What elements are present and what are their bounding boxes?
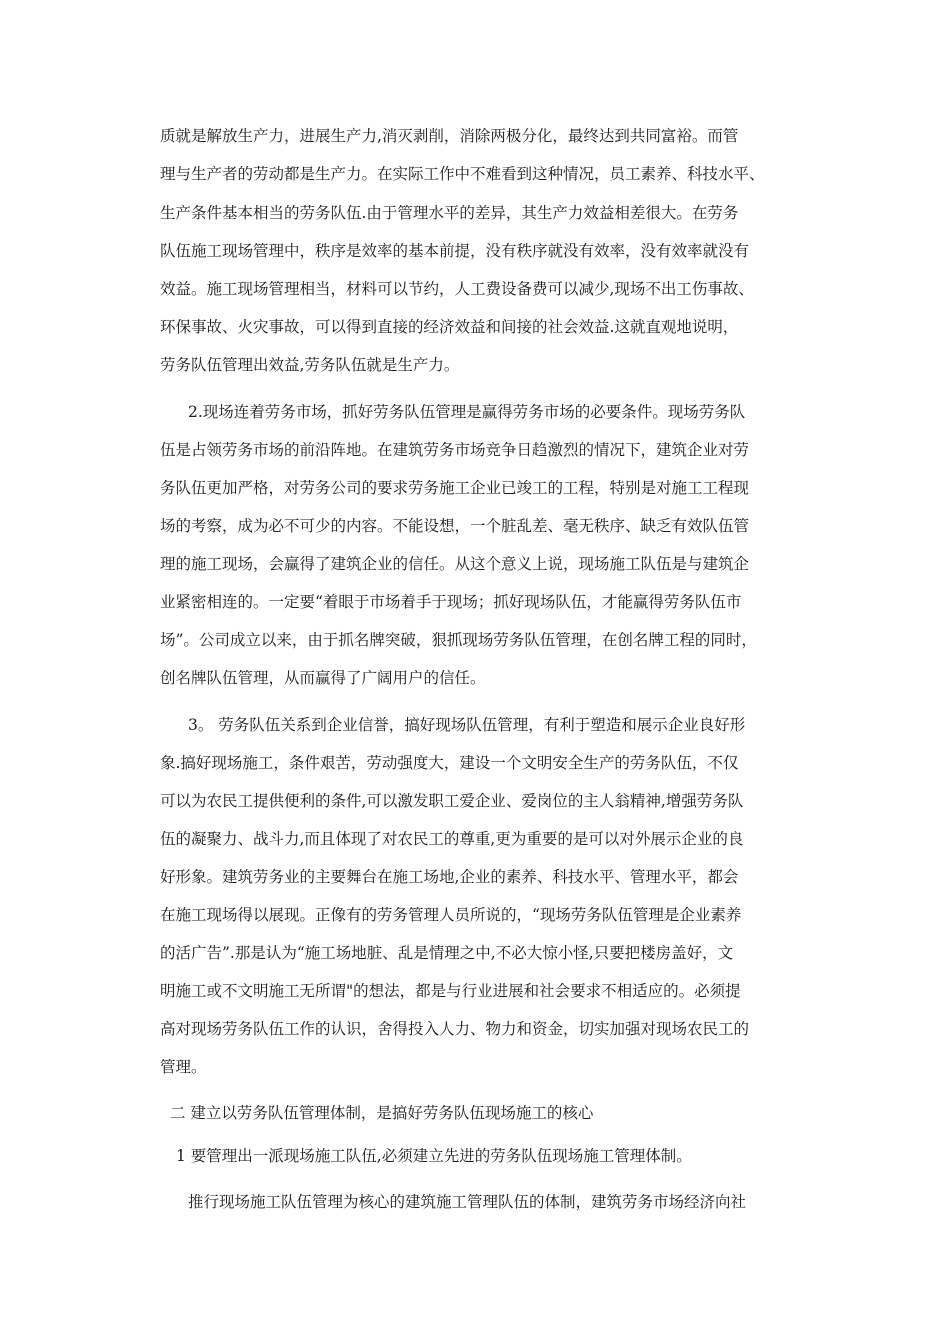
paragraph-1-line-6: 环保事故、火灾事故，可以得到直接的经济效益和间接的社会效益.这就直观地说明， [160, 318, 739, 336]
paragraph-3-line-2: 象.搞好现场施工，条件艰苦，劳动强度大，建设一个文明安全生产的劳务队伍，不仅 [160, 754, 739, 772]
paragraph-2-line-1: 2.现场连着劳务市场，抓好劳务队伍管理是赢得劳务市场的必要条件。现场劳务队 [188, 403, 746, 421]
subsection-heading: 1 要管理出一派现场施工队伍,必须建立先进的劳务队伍现场施工管理体制。 [176, 1147, 692, 1165]
paragraph-1-line-3: 生产条件基本相当的劳务队伍.由于管理水平的差异，其生产力效益相差很大。在劳务 [160, 204, 739, 222]
paragraph-1-line-5: 效益。施工现场管理相当，材料可以节约，人工费设备费可以减少,现场不出工伤事故、 [160, 280, 754, 298]
paragraph-3-line-7: 的活广告”.那是认为“施工场地脏、乱是情理之中,不必大惊小怪,只要把楼房盖好，文 [160, 944, 734, 962]
paragraph-2-line-6: 业紧密相连的。一定要“着眼于市场着手于现场；抓好现场队伍，才能赢得劳务队伍市 [160, 593, 742, 611]
paragraph-2-line-2: 伍是占领劳务市场的前沿阵地。在建筑劳务市场竞争日趋激烈的情况下，建筑企业对劳 [160, 441, 750, 459]
paragraph-3-line-1: 3。 劳务队伍关系到企业信誉，搞好现场队伍管理，有利于塑造和展示企业良好形 [188, 716, 746, 734]
paragraph-1-line-1: 质就是解放生产力，进展生产力,消灭剥削，消除两极分化，最终达到共同富裕。而管 [160, 127, 739, 145]
paragraph-3-line-6: 在施工现场得以展现。正像有的劳务管理人员所说的，“现场劳务队伍管理是企业素养 [160, 906, 742, 924]
paragraph-3-line-5: 好形象。建筑劳务业的主要舞台在施工场地,企业的素养、科技水平、管理水平，都会 [160, 868, 739, 886]
paragraph-3-line-3: 可以为农民工提供便利的条件,可以激发职工爱企业、爱岗位的主人翁精神,增强劳务队 [160, 792, 744, 810]
paragraph-3-line-9: 高对现场劳务队伍工作的认识，舍得投入人力、物力和资金，切实加强对现场农民工的 [160, 1020, 750, 1038]
paragraph-3-line-8: 明施工或不文明施工无所谓"的想法，都是与行业进展和社会要求不相适应的。必须提 [160, 982, 741, 1000]
section-heading: 二 建立以劳务队伍管理体制，是搞好劳务队伍现场施工的核心 [170, 1104, 594, 1122]
paragraph-2-line-3: 务队伍更加严格，对劳务公司的要求劳务施工企业已竣工的工程，特别是对施工工程现 [160, 479, 750, 497]
paragraph-1-line-2: 理与生产者的劳动都是生产力。在实际工作中不难看到这种情况，员工素养、科技水平、 [160, 165, 765, 183]
paragraph-3-line-10: 管理。 [160, 1058, 207, 1076]
paragraph-3-line-4: 伍的凝聚力、战斗力,而且体现了对农民工的尊重,更为重要的是可以对外展示企业的良 [160, 830, 744, 848]
paragraph-2-line-7: 场”。公司成立以来，由于抓名牌突破，狠抓现场劳务队伍管理，在创名牌工程的同时， [160, 631, 757, 649]
paragraph-2-line-8: 创名牌队伍管理，从而赢得了广阔用户的信任。 [160, 669, 486, 687]
paragraph-2-line-4: 场的考察，成为必不可少的内容。不能设想，一个脏乱差、毫无秩序、缺乏有效队伍管 [160, 517, 750, 535]
paragraph-1-line-4: 队伍施工现场管理中，秩序是效率的基本前提，没有秩序就没有效率，没有效率就没有 [160, 242, 750, 260]
paragraph-1-line-7: 劳务队伍管理出效益,劳务队伍就是生产力。 [160, 356, 460, 374]
paragraph-2-line-5: 理的施工现场，会赢得了建筑企业的信任。从这个意义上说，现场施工队伍是与建筑企 [160, 555, 750, 573]
paragraph-4-line-1: 推行现场施工队伍管理为核心的建筑施工管理队伍的体制，建筑劳务市场经济向社 [188, 1193, 747, 1211]
